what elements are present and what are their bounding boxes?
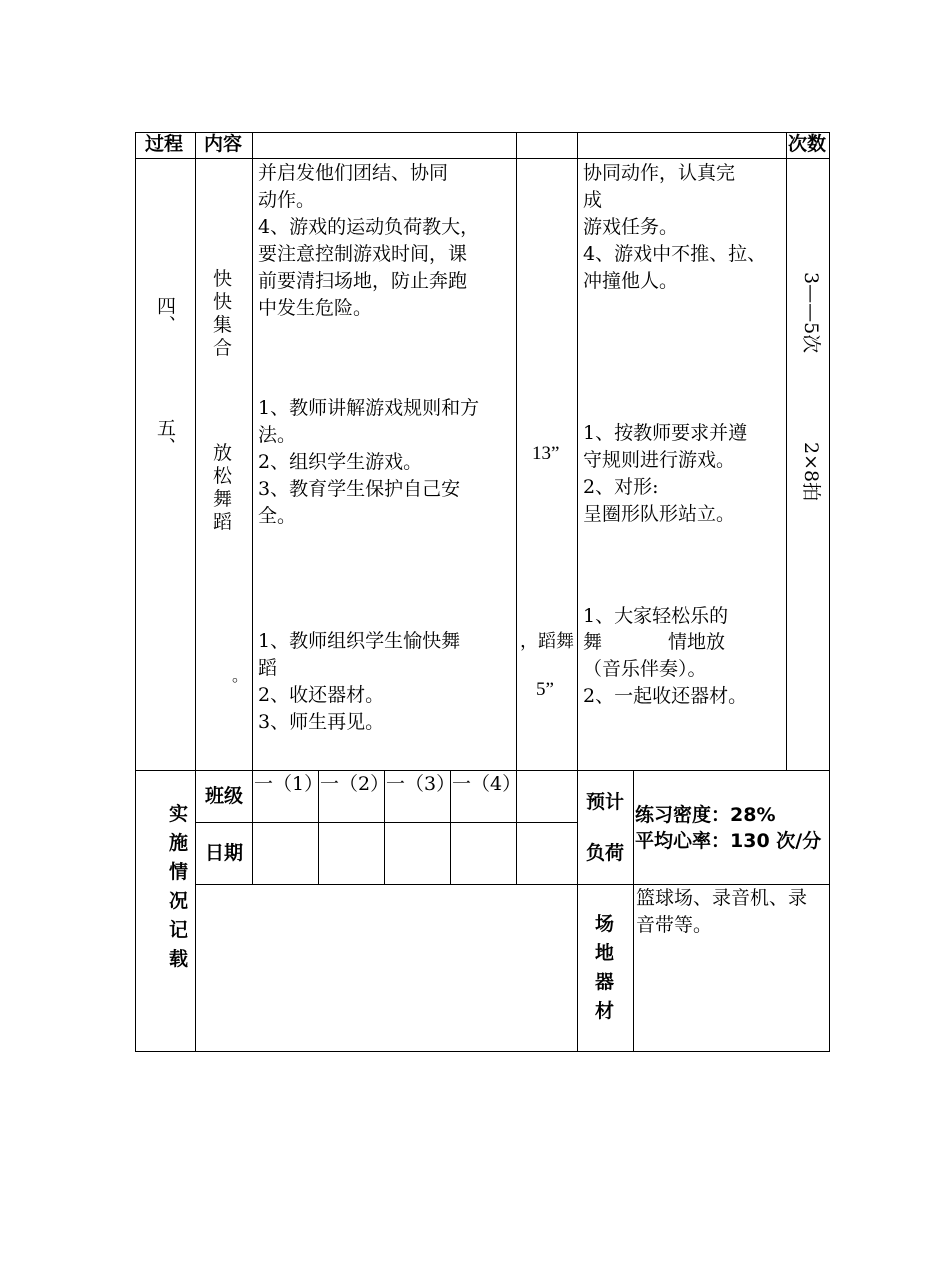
header-times: 次数 (788, 133, 827, 155)
header-rule (135, 158, 830, 159)
record-title: 实 施 情 况 记 载 (169, 803, 189, 970)
count-3-5-times: 3——5次 (800, 272, 822, 354)
class-label: 班级 (205, 785, 244, 807)
student-block-1: 协同动作，认真完 成 游戏任务。 4、游戏中不推、拉、 冲撞他人。 (583, 162, 767, 292)
teacher-block-3: 1、教师组织学生愉快舞 蹈 2、收还器材。 3、师生再见。 (258, 630, 461, 733)
student-block-3-line-2a: 舞 (583, 631, 603, 653)
class-cell-2: 一（2） (320, 773, 390, 795)
count-2x8-beats: 2×8拍 (800, 442, 822, 502)
class-cell-3: 一（3） (386, 773, 456, 795)
time-5: 5” (536, 679, 554, 700)
teacher-block-2: 1、教师讲解游戏规则和方 法。 2、组织学生游戏。 3、教育学生保护自己安 全。 (258, 397, 480, 527)
student-block-3-line-1: 1、大家轻松乐的 (583, 605, 729, 627)
table-border-bottom (135, 1051, 830, 1052)
student-block-3-line-2b: 情地放 (668, 631, 726, 653)
class-cell-4: 一（4） (452, 773, 522, 795)
average-heart-rate: 平均心率：130 次/分 (635, 830, 822, 852)
col-rule-2 (252, 132, 253, 885)
load-col-rule (633, 770, 634, 1052)
content-dot: 。 (232, 666, 249, 685)
header-process: 过程 (145, 133, 184, 155)
load-label-expected: 预计 (586, 791, 625, 813)
col-rule-4 (577, 132, 578, 1052)
header-content: 内容 (204, 133, 243, 155)
content-title-gather: 快 快 集 合 (213, 268, 233, 359)
student-block-2: 1、按教师要求并遵 守规则进行游戏。 2、对形: 呈圈形队形站立。 (583, 422, 748, 525)
col-rule-1 (195, 132, 196, 1052)
load-label-load: 负荷 (586, 842, 625, 864)
time-13: 13” (532, 443, 560, 464)
stage-five-label: 五、 (154, 418, 176, 456)
class-cell-1: 一（1） (254, 773, 324, 795)
student-block-3-line-3: （音乐伴奏）。 (583, 658, 707, 680)
col-rule-3 (516, 132, 517, 770)
time-dance-note: ，蹈舞 (520, 631, 574, 652)
venue-equipment-label: 场 地 器 材 (595, 913, 615, 1022)
content-title-relax: 放 松 舞 蹈 (213, 442, 233, 533)
col-rule-5 (786, 132, 787, 770)
table-border-left (135, 132, 136, 1052)
table-border-right (829, 132, 830, 1052)
venue-equipment-list: 篮球场、录音机、录 音带等。 (636, 887, 808, 936)
student-block-3-line-4: 2、一起收还器材。 (583, 685, 748, 707)
teacher-block-1: 并启发他们团结、协同 动作。 4、游戏的运动负荷教大， 要注意控制游戏时间，课 前要清扫场地，防止奔跑 中发生危险。 (258, 162, 480, 319)
stage-four-label: 四、 (154, 296, 176, 334)
practice-density: 练习密度：28% (635, 804, 776, 826)
date-label: 日期 (205, 842, 244, 864)
